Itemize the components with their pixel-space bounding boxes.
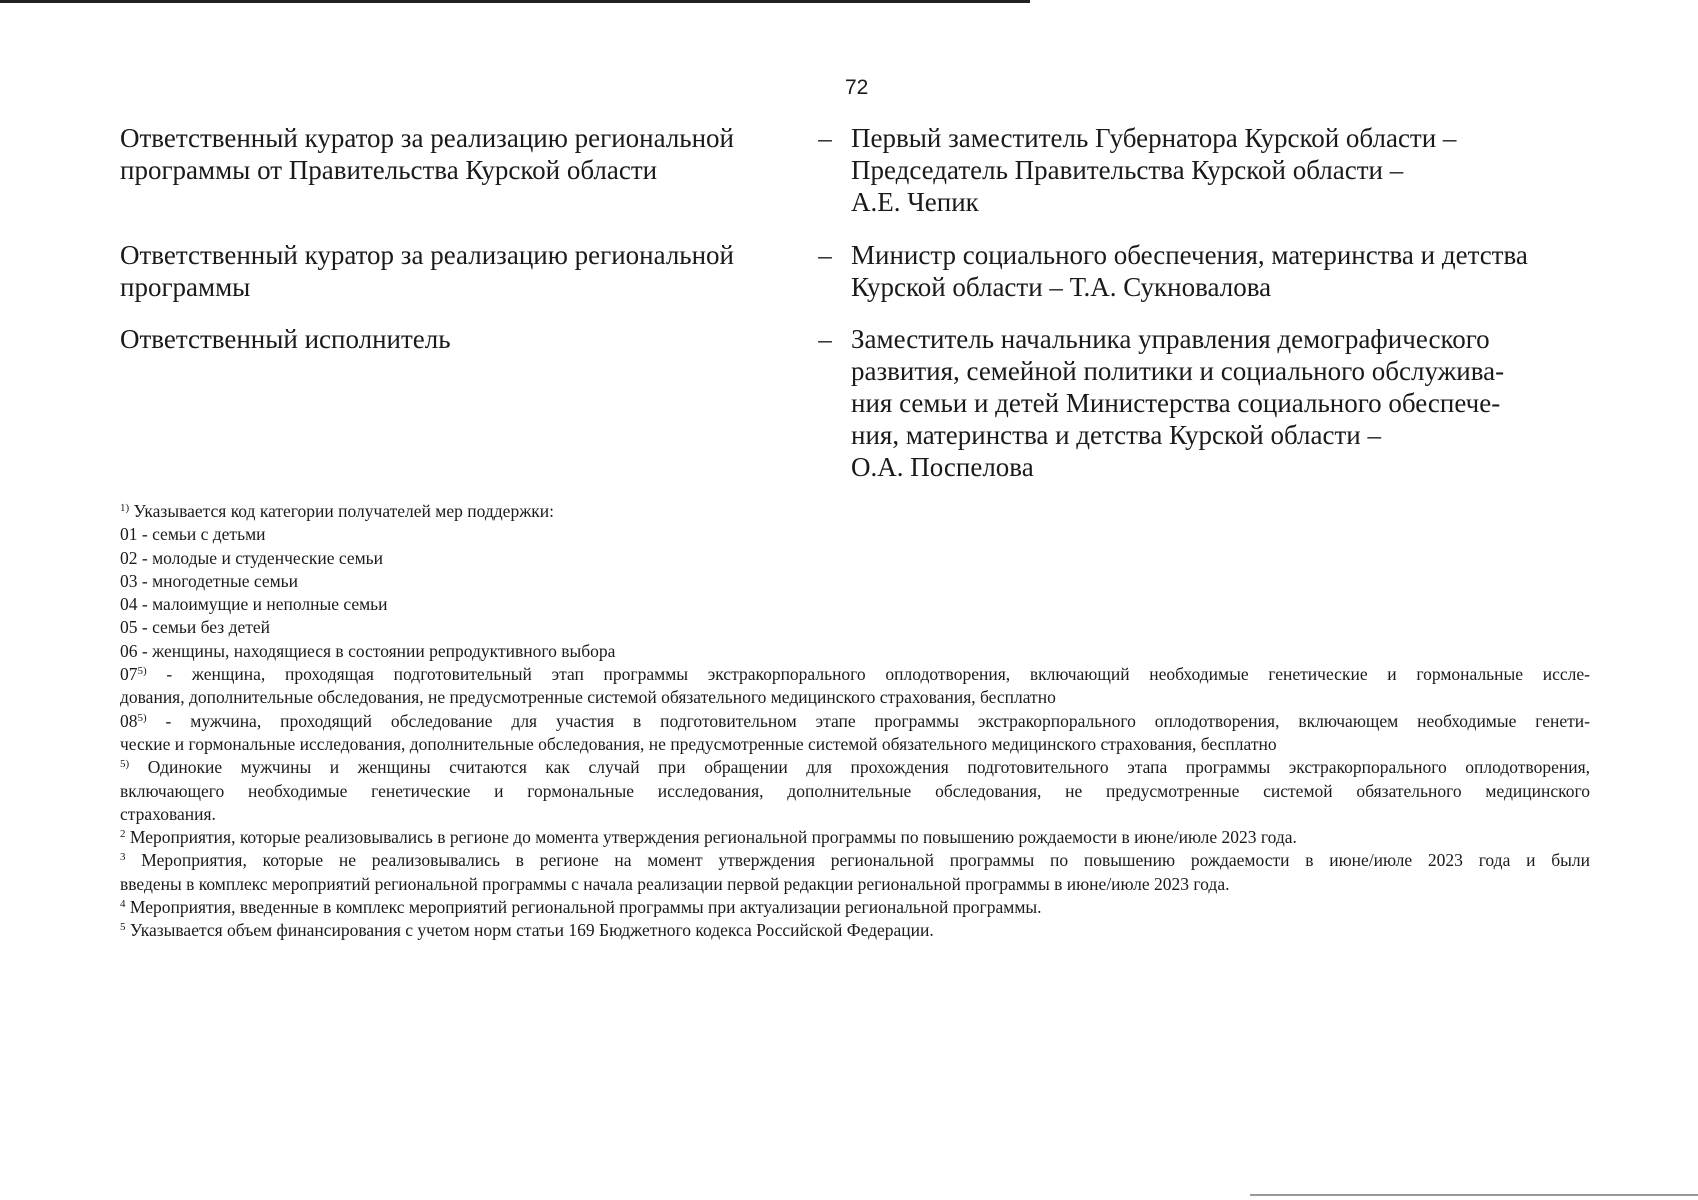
value-line: О.А. Поспелова: [851, 452, 1034, 482]
category-code: 01 - семьи с детьми: [120, 524, 266, 545]
label-line: программы: [120, 272, 251, 302]
footnote-marker: 4: [120, 898, 126, 911]
responsible-row-2: [120, 239, 1580, 303]
footnote-continuation: введены в комплекс мероприятий региональной программы с начала реализации первой редакции региональной программы в июне/июле 2023 года.: [120, 873, 1230, 894]
footnote-text: Мероприятия, введенные в комплекс мероприятий региональной программы при актуализации региональной программы.: [125, 897, 1042, 918]
footnote-text: - женщина, проходящая подготовительный этап программы экстракорпорального оплодотворения, включающий необходимые генетические и гормональные иссле-: [146, 664, 1590, 685]
value-line: Курской области – Т.А. Сукновалова: [851, 272, 1272, 302]
footnote-text: Мероприятия, которые не реализовывались в регионе на момент утверждения региональной программы по повышению рождаемости в июне/июле 2023 года и были: [125, 850, 1590, 871]
footnote-4: [120, 896, 1590, 919]
value-line: А.Е. Чепик: [851, 187, 979, 217]
category-code: 04 - малоимущие и неполные семьи: [120, 594, 388, 615]
footnote-marker: 5): [120, 758, 130, 771]
responsible-value: [851, 239, 1551, 303]
label-line: Ответственный куратор за реализацию региональной: [120, 240, 734, 270]
category-code: 05 - семьи без детей: [120, 617, 271, 638]
code-prefix: 07: [120, 664, 138, 685]
footnote-continuation: включающего необходимые генетические и гормональные исследования, дополнительные обследования, не предусмотренные системой обязательного медицинского: [120, 780, 1590, 801]
responsible-value: [851, 323, 1551, 483]
value-line: Министр социального обеспечения, материнства и детства: [851, 240, 1528, 270]
category-code-07: [120, 663, 1590, 686]
responsible-row-3: [120, 323, 1580, 483]
value-line: ния семьи и детей Министерства социального обеспече-: [851, 388, 1501, 418]
category-code: 06 - женщины, находящиеся в состоянии репродуктивного выбора: [120, 640, 616, 661]
label-line: Ответственный куратор за реализацию региональной: [120, 123, 734, 153]
responsible-label: [120, 122, 810, 186]
footnote-text: Указывается объем финансирования с учетом норм статьи 169 Бюджетного кодекса Российской Федерации.: [125, 920, 934, 941]
page-number: 72: [845, 76, 869, 99]
code-prefix: 08: [120, 710, 138, 731]
label-line: программы от Правительства Курской области: [120, 155, 658, 185]
footnote-2: [120, 826, 1590, 849]
value-line: Первый заместитель Губернатора Курской области –: [851, 123, 1457, 153]
value-line: Заместитель начальника управления демографического: [851, 324, 1490, 354]
footnote-marker: 5): [137, 665, 147, 678]
responsible-label: [120, 323, 810, 355]
responsible-value: [851, 122, 1551, 218]
category-code: 02 - молодые и студенческие семьи: [120, 547, 384, 568]
footnote-marker: 5): [137, 711, 147, 724]
footnote-5: [120, 919, 1590, 942]
footnote-text: Мероприятия, которые реализовывались в регионе до момента утверждения региональной программы по повышению рождаемости в июне/июле 2023 года.: [125, 827, 1297, 848]
value-line: Председатель Правительства Курской области –: [851, 155, 1404, 185]
category-code-08: [120, 710, 1590, 733]
footnote-text: Указывается код категории получателей мер поддержки:: [129, 501, 555, 521]
dash-separator: –: [818, 324, 832, 354]
value-line: развития, семейной политики и социального обслужива-: [851, 356, 1505, 386]
category-code: 03 - многодетные семьи: [120, 570, 299, 591]
footnote-5-singles: [120, 756, 1590, 779]
footnote-text: - мужчина, проходящий обследование для участия в подготовительном этапе программы экстракорпорального оплодотворения, включающем необходимые генети-: [146, 710, 1590, 731]
footnote-continuation: страхования.: [120, 803, 216, 824]
footnote-marker: 5: [120, 921, 126, 934]
footnote-text: Одинокие мужчины и женщины считаются как случай при обращении для прохождения подготовительного этапа программы экстракорпорального оплодотворения,: [129, 757, 1590, 778]
dash-separator: –: [818, 123, 832, 153]
footnote-1: [120, 500, 1590, 523]
footnote-marker: 2: [120, 828, 126, 841]
value-line: ния, материнства и детства Курской области –: [851, 420, 1381, 450]
scan-edge-top: [0, 0, 1030, 3]
footnote-marker: 3: [120, 851, 126, 864]
footnote-continuation: ческие и гормональные исследования, дополнительные обследования, не предусмотренные системой обязательного медицинского страхования, бесплатно: [120, 733, 1277, 754]
footnote-marker: 1): [120, 502, 130, 514]
scan-edge-bottom: [1250, 1194, 1698, 1196]
responsible-row-1: [120, 122, 1580, 218]
footnotes: [120, 500, 1590, 943]
label-line: Ответственный исполнитель: [120, 324, 451, 354]
footnote-continuation: дования, дополнительные обследования, не предусмотренные системой обязательного медицинского страхования, бесплатно: [120, 687, 1056, 708]
responsible-label: [120, 239, 810, 303]
dash-separator: –: [818, 240, 832, 270]
footnote-3: [120, 849, 1590, 872]
